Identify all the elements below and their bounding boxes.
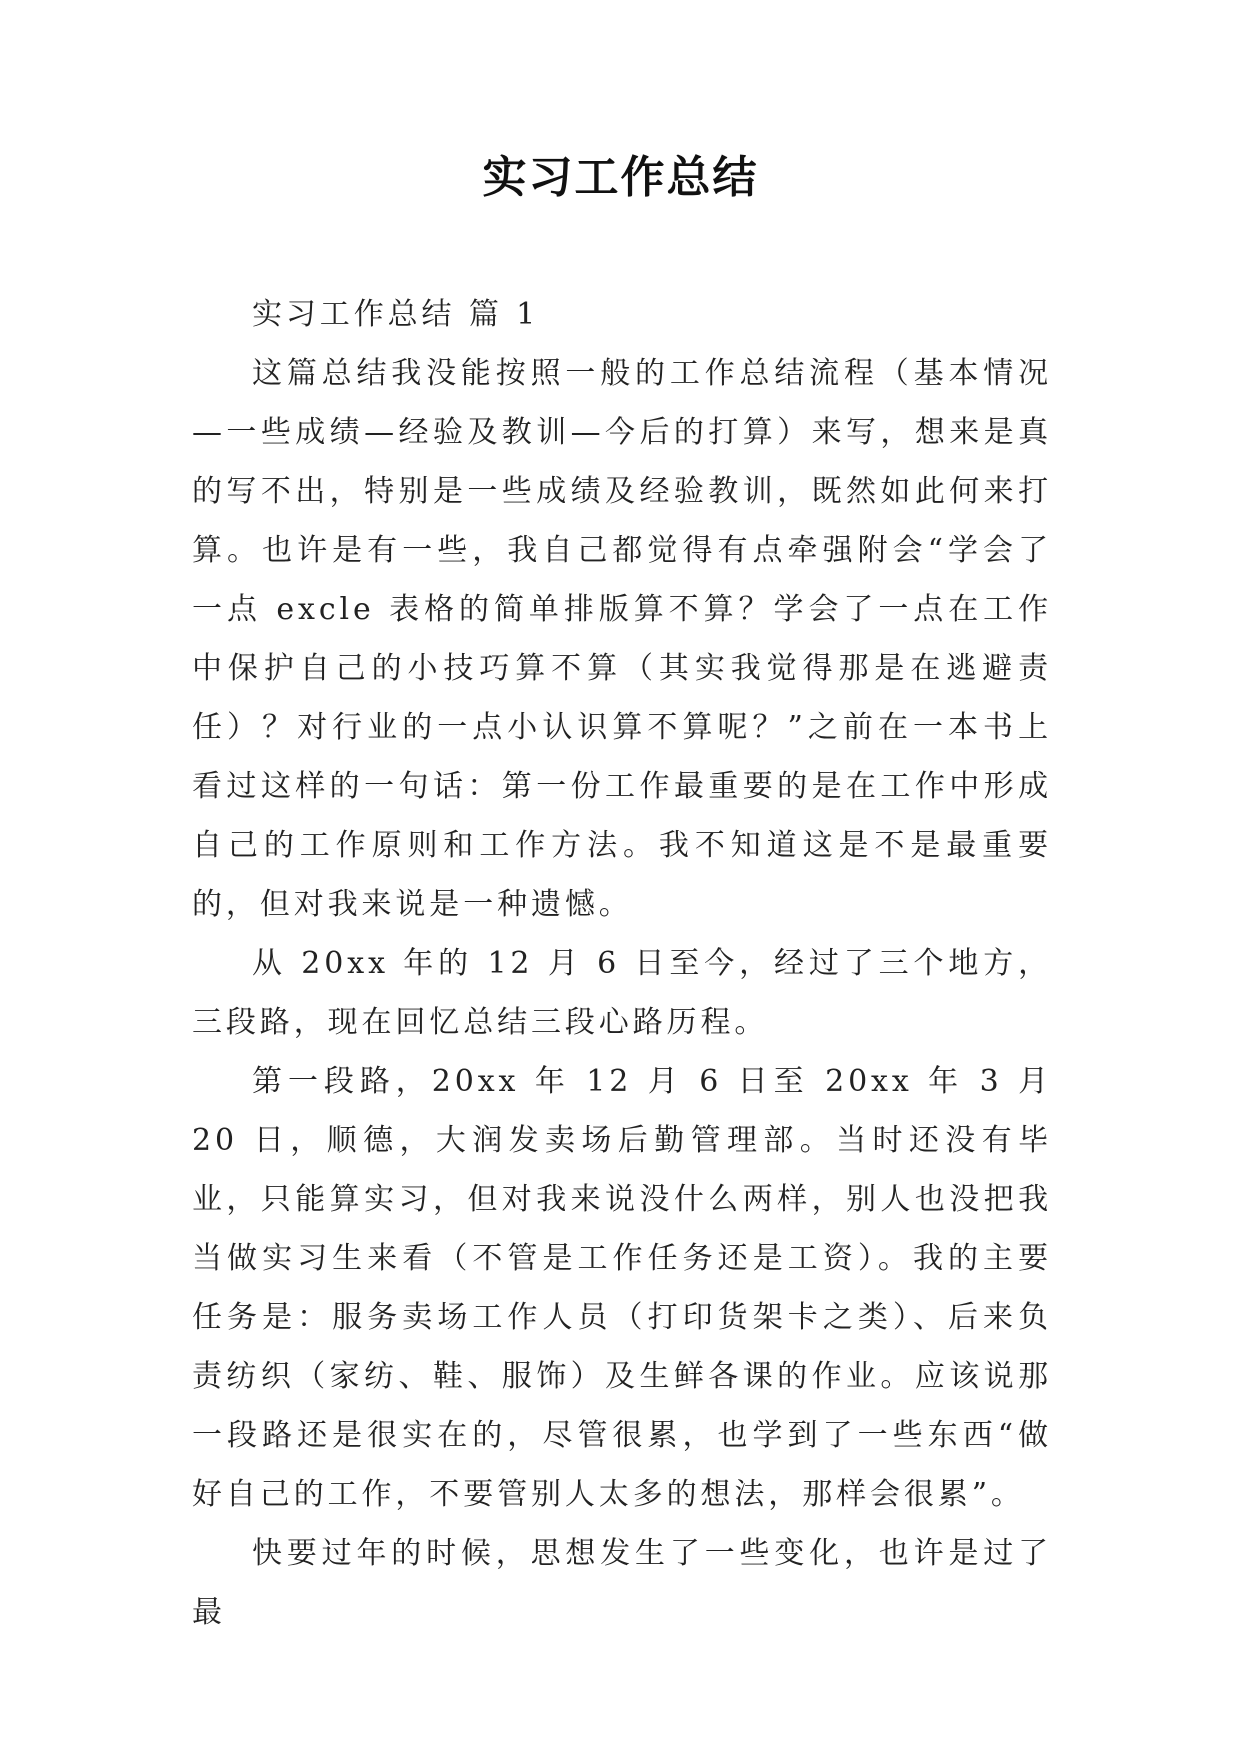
paragraph: 这篇总结我没能按照一般的工作总结流程（基本情况—一些成绩—经验及教训—今后的打算）来写，想来是真的写不出，特别是一些成绩及经验教训，既然如此何来打算。也许是有一些，我自己都觉得有点牵强附会“学会了一点 excle 表格的简单排版算不算？学会了一点在工作中保护自己的小技巧算不算（其实我觉得那是在逃避责任）？对行业的一点小认识算不算呢？”之前在一本书上看过这样的一句话：第一份工作最重要的是在工作中形成自己的工作原则和工作方法。我不知道这是不是最重要的，但对我来说是一种遗憾。 <box>192 356 1052 922</box>
paragraph: 快要过年的时候，思想发生了一些变化，也许是过了最 <box>192 1536 1052 1630</box>
section-heading: 实习工作总结 篇 1 <box>252 297 540 332</box>
paragraph: 第一段路，20xx 年 12 月 6 日至 20xx 年 3 月 20 日，顺德，大润发卖场后勤管理部。当时还没有毕业，只能算实习，但对我来说没什么两样，别人也没把我当做实习生来看（不管是工作任务还是工资）。我的主要任务是：服务卖场工作人员（打印货架卡之类）、后来负责纺织（家纺、鞋、服饰）及生鲜各课的作业。应该说那一段路还是很实在的，尽管很累，也学到了一些东西“做好自己的工作，不要管别人太多的想法，那样会很累”。 <box>192 1064 1052 1512</box>
document-title: 实习工作总结 <box>482 152 759 203</box>
document-body <box>192 285 1052 1642</box>
paragraph: 从 20xx 年的 12 月 6 日至今，经过了三个地方，三段路，现在回忆总结三段心路历程。 <box>192 946 1052 1040</box>
